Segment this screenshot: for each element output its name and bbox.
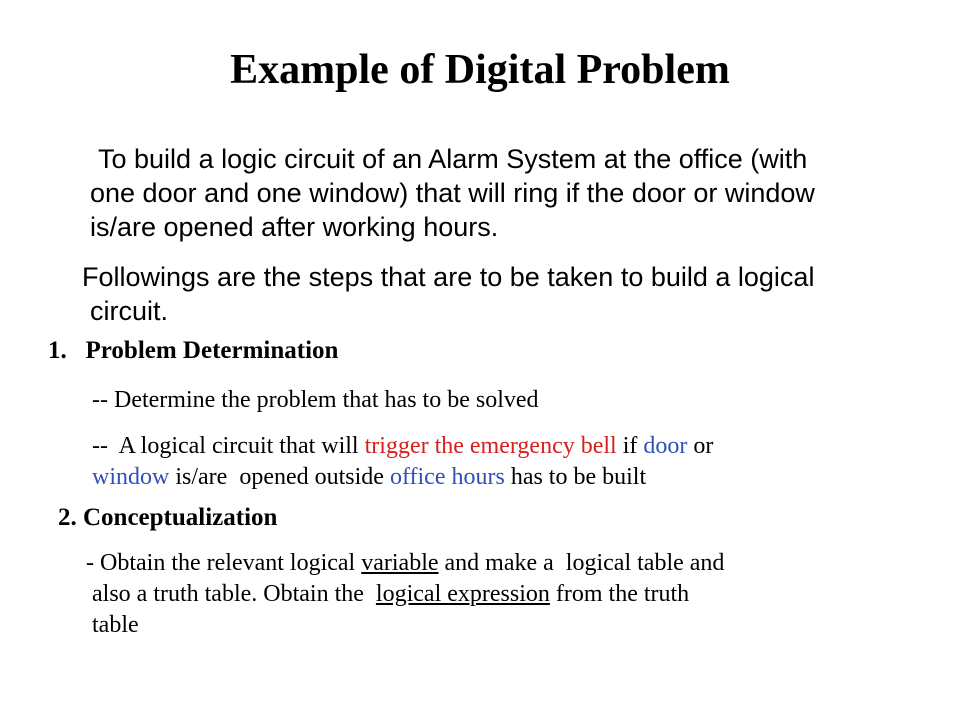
obtain-variable-text: - Obtain the relevant logical xyxy=(86,550,362,576)
bullet2-line1: Followings are the steps that are to be taken to build a logical xyxy=(82,262,815,292)
slide-title: Example of Digital Problem xyxy=(230,47,730,93)
step1-circuit-description xyxy=(92,431,912,493)
step2-heading: 2. Conceptualization xyxy=(58,504,278,531)
step2-description xyxy=(86,548,916,641)
or-text: or xyxy=(687,433,714,459)
circuit-text-prefix: -- A logical circuit that will xyxy=(92,433,365,459)
bullet2-line2: circuit. xyxy=(90,296,169,326)
door-term: door xyxy=(643,433,688,459)
has-to-be-built-text: has to be built xyxy=(504,464,647,490)
opened-outside-text: is/are opened outside xyxy=(169,464,390,490)
bullet-alarm-description xyxy=(48,142,928,244)
if-text: if xyxy=(616,433,644,459)
bullet-steps-intro xyxy=(58,260,928,328)
bullet1-line3: is/are opened after working hours. xyxy=(90,212,499,242)
logical-expression-term: logical expression xyxy=(375,581,550,607)
truth-table-text: also a truth table. Obtain the xyxy=(92,581,376,607)
variable-term: variable xyxy=(361,550,439,576)
window-term: window xyxy=(92,464,170,490)
step1-determine-line: -- Determine the problem that has to be solved xyxy=(92,387,539,413)
bullet1-line2: one door and one window) that will ring if the door or window xyxy=(90,178,815,208)
office-hours-term: office hours xyxy=(389,464,505,490)
trigger-bell-phrase: trigger the emergency bell xyxy=(364,433,617,459)
step1-heading: 1. Problem Determination xyxy=(48,337,339,364)
bullet1-line1: To build a logic circuit of an Alarm System at the office (with xyxy=(98,144,808,174)
make-table-text: and make a logical table and xyxy=(438,550,725,576)
table-word: table xyxy=(92,612,139,638)
from-truth-text: from the truth xyxy=(549,581,690,607)
